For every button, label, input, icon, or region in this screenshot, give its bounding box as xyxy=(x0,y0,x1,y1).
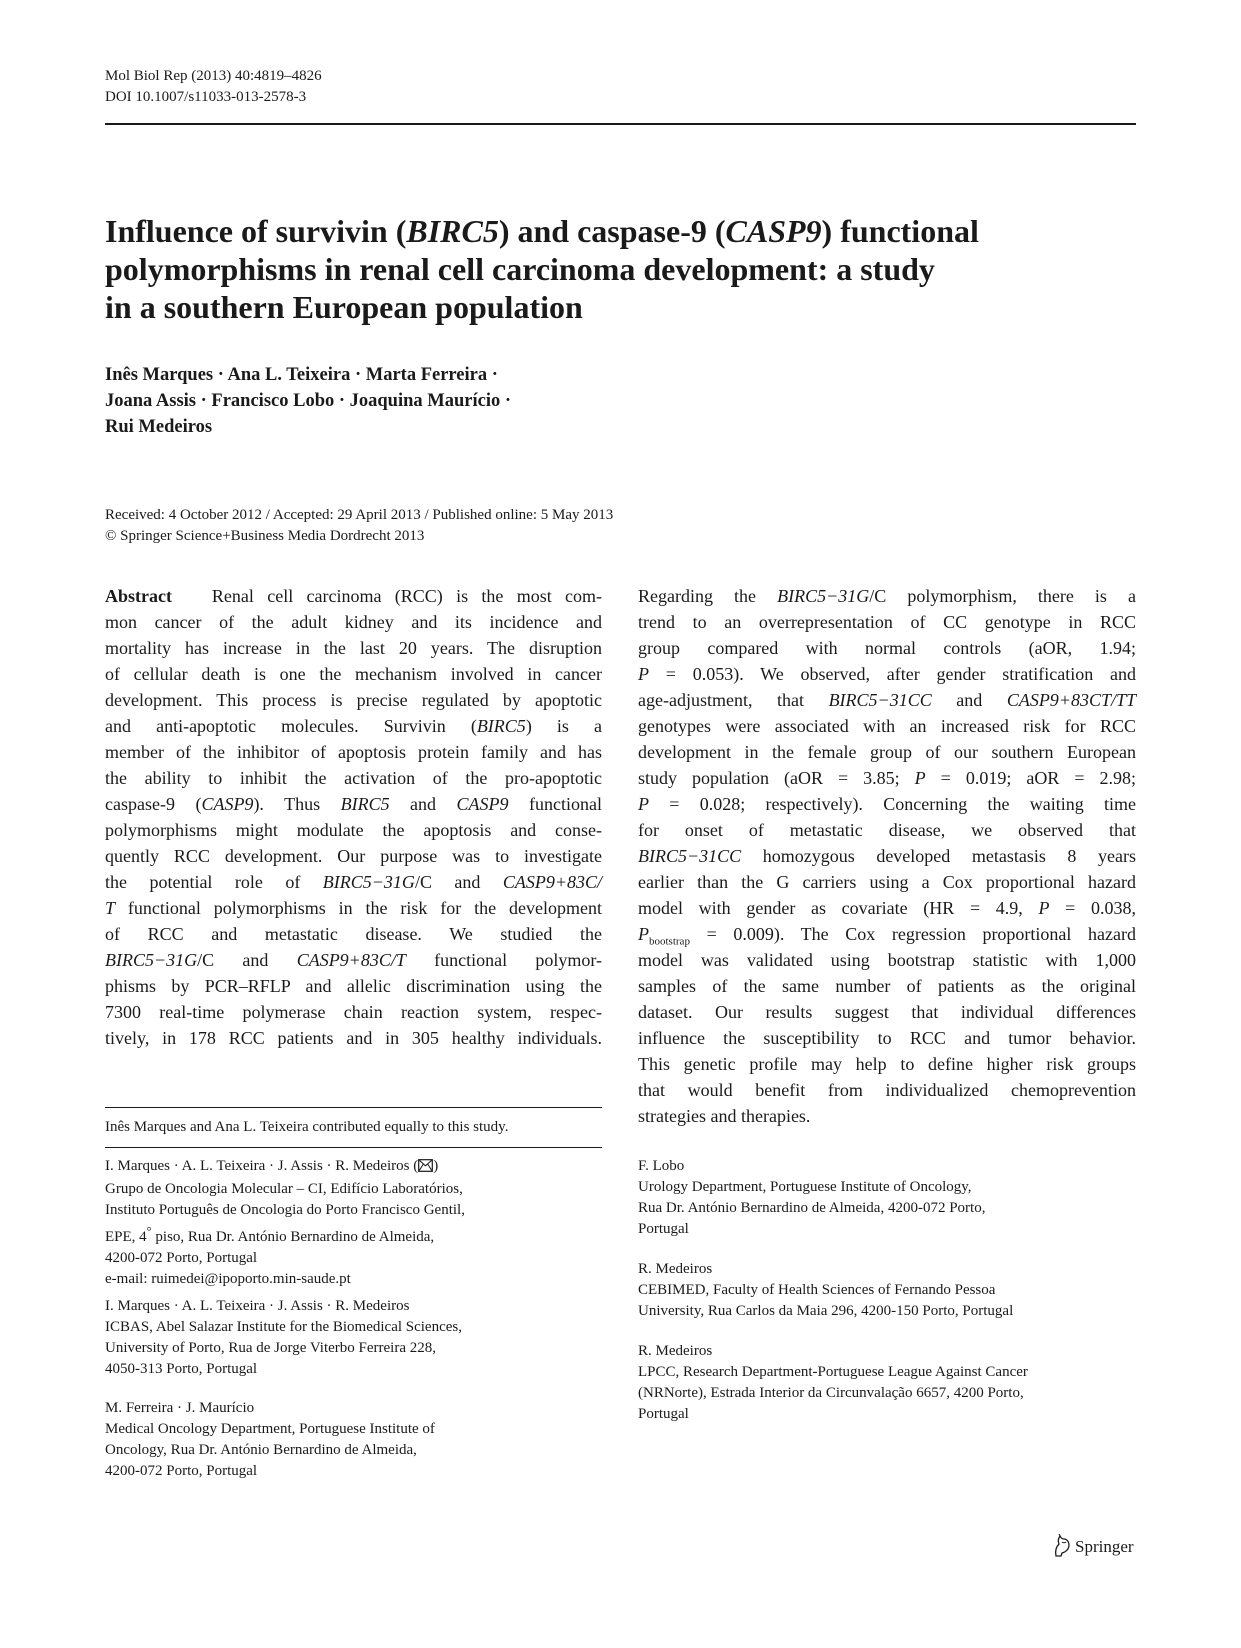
abstract-line: and anti-apoptotic molecules. Survivin (BIRC5) is a xyxy=(105,716,602,736)
affiliation-names: I. Marques · A. L. Teixeira · J. Assis · R. Medeiros xyxy=(105,1298,410,1314)
affiliation-names: R. Medeiros xyxy=(638,1343,713,1359)
affiliation-names: R. Medeiros xyxy=(638,1261,713,1277)
abstract-line: T functional polymorphisms in the risk for the development xyxy=(105,898,602,918)
abstract-line: Abstract Renal cell carcinoma (RCC) is the most com- xyxy=(105,586,602,606)
affiliation-block xyxy=(638,1259,1013,1322)
affiliation-line: University, Rua Carlos da Maia 296, 4200-150 Porto, Portugal xyxy=(638,1303,1014,1319)
affiliation-names: F. Lobo xyxy=(638,1158,685,1174)
abstract-line: P = 0.028; respectively). Concerning the waiting time xyxy=(638,794,1136,814)
affiliation-line: ICBAS, Abel Salazar Institute for the Biomedical Sciences, xyxy=(105,1319,462,1335)
abstract-line: phisms by PCR–RFLP and allelic discrimination using the xyxy=(105,976,602,996)
abstract-line: samples of the same number of patients as the original xyxy=(638,976,1136,996)
abstract-line: strategies and therapies. xyxy=(638,1106,811,1126)
affiliation-block xyxy=(638,1341,1028,1425)
abstract-line: mon cancer of the adult kidney and its incidence and xyxy=(105,612,602,632)
abstract-line: Regarding the BIRC5−31G/C polymorphism, there is a xyxy=(638,586,1136,606)
abstract-line: earlier than the G carriers using a Cox proportional hazard xyxy=(638,872,1136,892)
affiliation-line: Portugal xyxy=(638,1406,689,1422)
abstract-line: genotypes were associated with an increased risk for RCC xyxy=(638,716,1136,736)
header-rule xyxy=(105,123,1136,125)
journal-citation: Mol Biol Rep (2013) 40:4819–4826 xyxy=(105,68,322,84)
abstract-line: that would benefit from individualized chemoprevention xyxy=(638,1080,1136,1100)
footnote-rule-bottom xyxy=(105,1147,602,1148)
footnote-rule-top xyxy=(105,1107,602,1108)
abstract-line: of RCC and metastatic disease. We studied the xyxy=(105,924,602,944)
abstract-line: age-adjustment, that BIRC5−31CC and CASP9+83CT/TT xyxy=(638,690,1136,710)
title-line-2: polymorphisms in renal cell carcinoma development: a study xyxy=(105,251,935,287)
abstract-line: development in the female group of our southern European xyxy=(638,742,1136,762)
springer-horse-icon xyxy=(1050,1533,1136,1559)
affiliation-line: Rua Dr. António Bernardino de Almeida, 4200-072 Porto, xyxy=(638,1200,986,1216)
abstract-line: $P_{bootstrap} = 0.009$). The Cox regression proportional hazard xyxy=(638,924,1136,948)
affiliation-line: 4200-072 Porto, Portugal xyxy=(105,1463,258,1479)
authors-line-3: Rui Medeiros xyxy=(105,417,213,437)
abstract-line: the ability to inhibit the activation of the pro-apoptotic xyxy=(105,768,602,788)
abstract-line: BIRC5−31CC homozygous developed metastasis 8 years xyxy=(638,846,1136,866)
affiliation-line: Instituto Português de Oncologia do Porto Francisco Gentil, xyxy=(105,1202,465,1218)
abstract-heading: Abstract xyxy=(105,586,172,606)
abstract-line: mortality has increase in the last 20 years. The disruption xyxy=(105,638,602,658)
svg-text:Springer: Springer xyxy=(1075,1537,1134,1556)
affiliation-line: Grupo de Oncologia Molecular – CI, Edifício Laboratórios, xyxy=(105,1181,463,1197)
affiliation-line: Portugal xyxy=(638,1221,689,1237)
abstract-line: This genetic profile may help to define higher risk groups xyxy=(638,1054,1136,1074)
affiliation-block xyxy=(638,1156,985,1240)
copyright: © Springer Science+Business Media Dordrecht 2013 xyxy=(105,528,425,544)
affiliation-block xyxy=(105,1296,462,1380)
abstract-line: influence the susceptibility to RCC and tumor behavior. xyxy=(638,1028,1136,1048)
affiliation-line: 4200-072 Porto, Portugal xyxy=(105,1250,258,1266)
abstract-line: P = 0.053). We observed, after gender stratification and xyxy=(638,664,1136,684)
abstract-line: model with gender as covariate (HR = 4.9, P = 0.038, xyxy=(638,898,1137,918)
abstract-line: group compared with normal controls (aOR, 1.94; xyxy=(638,638,1136,658)
affiliation-line: LPCC, Research Department-Portuguese League Against Cancer xyxy=(638,1364,1028,1380)
abstract-line: caspase-9 (CASP9). Thus BIRC5 and CASP9 functional xyxy=(105,794,602,814)
publication-dates xyxy=(105,505,613,547)
abstract-line: tively, in 178 RCC patients and in 305 healthy individuals. xyxy=(105,1028,602,1048)
affiliation-line: Oncology, Rua Dr. António Bernardino de Almeida, xyxy=(105,1442,417,1458)
abstract-line: study population (aOR = 3.85; P = 0.019; aOR = 2.98; xyxy=(638,768,1136,788)
abstract-line: for onset of metastatic disease, we observed that xyxy=(638,820,1136,840)
authors-line-1: Inês Marques · Ana L. Teixeira · Marta Ferreira · xyxy=(105,365,498,385)
abstract-line: member of the inhibitor of apoptosis protein family and has xyxy=(105,742,602,762)
affiliation-line: CEBIMED, Faculty of Health Sciences of Fernando Pessoa xyxy=(638,1282,996,1298)
equal-contribution-note: Inês Marques and Ana L. Teixeira contributed equally to this study. xyxy=(105,1119,509,1135)
abstract-line: polymorphisms might modulate the apoptosis and conse- xyxy=(105,820,602,840)
journal-header xyxy=(105,66,322,108)
abstract-line: of cellular death is one the mechanism involved in cancer xyxy=(105,664,602,684)
affiliation-line: 4050-313 Porto, Portugal xyxy=(105,1361,258,1377)
affiliation-line: Urology Department, Portuguese Institute of Oncology, xyxy=(638,1179,972,1195)
envelope-icon[interactable] xyxy=(418,1158,433,1179)
abstract-line: 7300 real-time polymerase chain reaction system, respec- xyxy=(105,1002,602,1022)
abstract-line: the potential role of BIRC5−31G/C and CASP9+83C/ xyxy=(105,872,603,892)
affiliation-block xyxy=(105,1398,435,1482)
abstract-line: model was validated using bootstrap statistic with 1,000 xyxy=(638,950,1136,970)
abstract-right-column xyxy=(638,583,1136,1129)
title-line-3: in a southern European population xyxy=(105,289,583,325)
contact-email[interactable]: e-mail: ruimedei@ipoporto.min-saude.pt xyxy=(105,1271,351,1287)
history-dates: Received: 4 October 2012 / Accepted: 29 April 2013 / Published online: 5 May 2013 xyxy=(105,507,614,523)
affiliation-line: EPE, 4° piso, Rua Dr. António Bernardino de Almeida, xyxy=(105,1224,435,1245)
doi: DOI 10.1007/s11033-013-2578-3 xyxy=(105,89,307,105)
affiliation-line: University of Porto, Rua de Jorge Viterbo Ferreira 228, xyxy=(105,1340,436,1356)
affiliation-names: M. Ferreira · J. Maurício xyxy=(105,1400,255,1416)
authors-line-2: Joana Assis · Francisco Lobo · Joaquina Maurício · xyxy=(105,391,512,411)
affiliation-names: I. Marques · A. L. Teixeira · J. Assis · R. Medeiros ( ) xyxy=(105,1156,465,1179)
affiliation-line: Medical Oncology Department, Portuguese Institute of xyxy=(105,1421,435,1437)
abstract-line: quently RCC development. Our purpose was to investigate xyxy=(105,846,602,866)
affiliation-block xyxy=(105,1156,465,1290)
abstract-line: trend to an overrepresentation of CC genotype in RCC xyxy=(638,612,1136,632)
abstract-left-column xyxy=(105,583,602,1051)
title-line-1: Influence of survivin (BIRC5) and caspase-9 (CASP9) functional xyxy=(105,213,979,249)
abstract-line: BIRC5−31G/C and CASP9+83C/T functional polymor- xyxy=(105,950,603,970)
springer-logo xyxy=(1050,1533,1136,1559)
affiliation-line: (NRNorte), Estrada Interior da Circunvalação 6657, 4200 Porto, xyxy=(638,1385,1024,1401)
article-title xyxy=(105,212,1136,326)
abstract-line: dataset. Our results suggest that individual differences xyxy=(638,1002,1136,1022)
abstract-line: development. This process is precise regulated by apoptotic xyxy=(105,690,602,710)
author-list xyxy=(105,362,511,440)
